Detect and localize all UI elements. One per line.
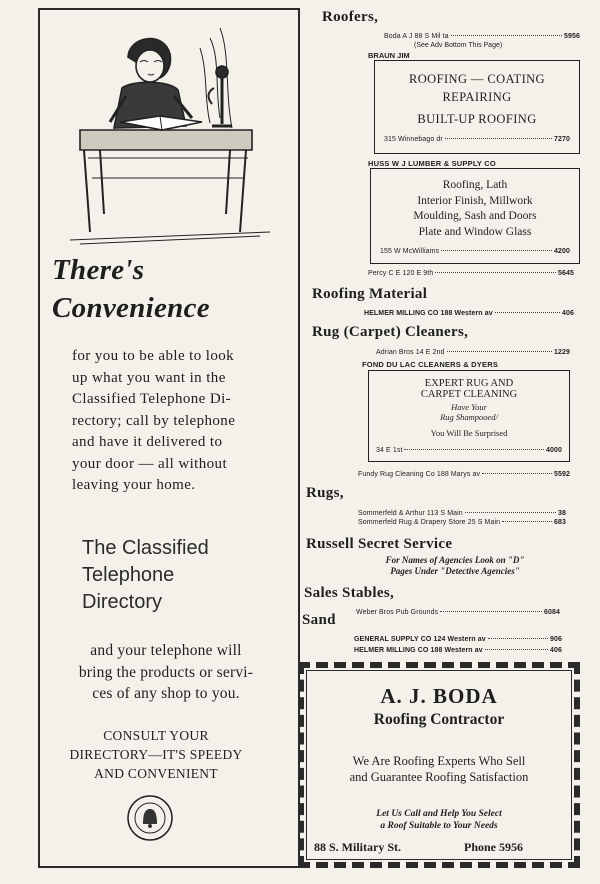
heading-rug-cleaners: Rug (Carpet) Cleaners, bbox=[312, 324, 469, 340]
dot-leader bbox=[440, 611, 542, 612]
heading-rugs: Rugs, bbox=[306, 485, 344, 501]
dot-leader bbox=[441, 250, 552, 251]
russell-note bbox=[340, 555, 570, 577]
listing-phone: 38 bbox=[558, 510, 566, 517]
heading-sales-stables: Sales Stables, bbox=[304, 585, 395, 601]
ad-body2-line: ces of any shop to you. bbox=[92, 685, 240, 702]
boda-ad-line: a Roof Suitable to Your Needs bbox=[380, 821, 498, 831]
listing-phone: 406 bbox=[550, 647, 562, 654]
fdl-line: EXPERT RUG AND bbox=[424, 378, 514, 389]
listing-note: (See Adv Bottom This Page) bbox=[414, 42, 503, 49]
dot-leader bbox=[435, 272, 556, 273]
listing-fundy bbox=[358, 471, 570, 478]
dot-leader bbox=[502, 521, 552, 522]
listing-name: 34 E 1st bbox=[376, 447, 403, 454]
cta-line: AND CONVENIENT bbox=[94, 766, 218, 781]
listing-phone: 906 bbox=[550, 636, 562, 643]
heading-sand: Sand bbox=[302, 612, 336, 628]
braun-ad-address-row bbox=[384, 136, 570, 143]
heading-russell: Russell Secret Service bbox=[306, 536, 453, 552]
huss-ad-address-row bbox=[380, 248, 570, 255]
huss-line: Interior Finish, Millwork bbox=[417, 194, 533, 207]
dot-leader bbox=[465, 512, 556, 513]
listing-phone: 406 bbox=[562, 310, 574, 317]
listing-name: Adrian Bros 14 E 2nd bbox=[376, 349, 445, 356]
ad-body-text-2 bbox=[48, 640, 284, 705]
listing-braun-jim: BRAUN JIM bbox=[368, 51, 410, 60]
listing-phone: 1229 bbox=[554, 349, 570, 356]
cta-line: DIRECTORY—IT'S SPEEDY bbox=[69, 747, 243, 762]
dot-leader bbox=[447, 351, 552, 352]
listing-name: Weber Bros Pub Grounds bbox=[356, 609, 439, 616]
boda-ad-line: We Are Roofing Experts Who Sell bbox=[352, 754, 526, 768]
listing-name: HELMER MILLING CO 188 Western av bbox=[354, 647, 483, 654]
listing-name: Fundy Rug Cleaning Co 188 Marys av bbox=[358, 471, 481, 478]
boda-ad-line: Let Us Call and Help You Select bbox=[376, 809, 502, 819]
listing-phone: 4000 bbox=[546, 447, 562, 454]
listing-phone: 5956 bbox=[564, 33, 580, 40]
ad-body-line: up what you want in the bbox=[72, 369, 226, 386]
ad-body-line: and have it delivered to bbox=[72, 434, 223, 450]
fdl-ad-sub bbox=[368, 403, 570, 422]
braun-ad-line: ROOFING — COATING bbox=[409, 72, 545, 86]
ad-heading-theres: There's bbox=[52, 254, 145, 286]
huss-line: Roofing, Lath bbox=[442, 179, 508, 191]
huss-line: Plate and Window Glass bbox=[418, 225, 532, 238]
directory-title-line: Directory bbox=[82, 591, 163, 613]
heading-roofing-material: Roofing Material bbox=[312, 286, 428, 302]
listing-sommerfeld-rug bbox=[358, 519, 566, 526]
ad-body2-line: and your telephone will bbox=[90, 642, 242, 659]
ad-body-line: your door — all without bbox=[72, 455, 228, 472]
dot-leader bbox=[404, 449, 544, 450]
dot-leader bbox=[482, 473, 552, 474]
ad-body-line: leaving your home. bbox=[72, 477, 196, 493]
dot-leader bbox=[485, 649, 548, 650]
ad-body-text bbox=[72, 346, 282, 497]
dot-leader bbox=[488, 638, 548, 639]
fdl-ad-headline bbox=[368, 378, 570, 400]
ad-heading-convenience: Convenience bbox=[52, 292, 210, 324]
fdl-line: Rug Shampooed/ bbox=[440, 411, 498, 422]
boda-ad-line: and Guarantee Roofing Satisfaction bbox=[349, 770, 529, 784]
listing-name: Sommerfeld & Arthur 113 S Main bbox=[358, 510, 463, 517]
listing-name: Percy C E 120 E 9th bbox=[368, 270, 434, 277]
fdl-line: Have Your bbox=[451, 402, 487, 412]
directory-title bbox=[70, 535, 209, 616]
woman-reading-illustration bbox=[70, 18, 290, 246]
listing-helmer-roofing bbox=[364, 310, 574, 317]
listing-phone: 5592 bbox=[554, 471, 570, 478]
huss-ad-lines bbox=[370, 178, 580, 240]
boda-ad-address: 88 S. Military St. bbox=[314, 840, 401, 854]
dot-leader bbox=[451, 35, 562, 36]
heading-roofers: Roofers, bbox=[322, 9, 379, 25]
listing-phone: 5645 bbox=[558, 270, 574, 277]
listing-name: Sommerfeld Rug & Drapery Store 25 S Main bbox=[358, 519, 501, 526]
fdl-line: CARPET CLEANING bbox=[420, 389, 518, 400]
ad-body-line: Classified Telephone Di- bbox=[72, 391, 232, 407]
ad-body-line: rectory; call by telephone bbox=[72, 412, 236, 429]
listing-phone: 4200 bbox=[554, 248, 570, 255]
listing-phone: 683 bbox=[554, 519, 566, 526]
fdl-title: FOND DU LAC CLEANERS & DYERS bbox=[362, 360, 499, 369]
huss-line: Moulding, Sash and Doors bbox=[413, 210, 537, 222]
russell-note-line: For Names of Agencies Look on "D" bbox=[385, 555, 525, 565]
listing-name: Boda A J 88 S Mil ta bbox=[384, 33, 449, 40]
braun-ad-line: BUILT-UP ROOFING bbox=[417, 112, 537, 126]
listing-name: 155 W McWilliams bbox=[380, 248, 440, 255]
braun-ad-line: REPAIRING bbox=[442, 90, 512, 104]
listing-adrian bbox=[376, 349, 570, 356]
dot-leader bbox=[495, 312, 560, 313]
listing-helmer-sand bbox=[354, 647, 562, 654]
listing-general-supply bbox=[354, 636, 562, 643]
directory-title-line: The Classified bbox=[82, 537, 209, 559]
ad-call-to-action bbox=[40, 726, 272, 783]
listing-sommerfeld-arthur bbox=[358, 510, 566, 517]
listing-name: 315 Winnebago dr bbox=[384, 136, 443, 143]
bell-system-seal-icon bbox=[126, 794, 174, 842]
directory-title-line: Telephone bbox=[82, 564, 175, 586]
boda-ad-tagline bbox=[306, 753, 572, 785]
listing-percy bbox=[368, 270, 574, 277]
fdl-line: You Will Be Surprised bbox=[430, 428, 508, 438]
ad-body-line: for you to be able to look bbox=[72, 348, 235, 364]
listing-boda bbox=[384, 33, 580, 40]
fdl-ad-address-row bbox=[376, 447, 562, 454]
dot-leader bbox=[445, 138, 552, 139]
huss-title: HUSS W J LUMBER & SUPPLY CO bbox=[368, 159, 496, 168]
listing-weber bbox=[356, 609, 560, 616]
boda-ad-name: A. J. BODA bbox=[380, 684, 498, 708]
listing-phone: 6084 bbox=[544, 609, 560, 616]
listing-name: HELMER MILLING CO 188 Western av bbox=[364, 310, 493, 317]
boda-ad-invite bbox=[306, 808, 572, 832]
listing-phone: 7270 bbox=[554, 136, 570, 143]
russell-note-line: Pages Under "Detective Agencies" bbox=[390, 566, 520, 576]
listing-name: GENERAL SUPPLY CO 124 Western av bbox=[354, 636, 486, 643]
boda-ad-phone: Phone 5956 bbox=[464, 840, 524, 854]
boda-ad-title: Roofing Contractor bbox=[373, 711, 505, 728]
ad-body2-line: bring the products or servi- bbox=[78, 663, 254, 681]
cta-line: CONSULT YOUR bbox=[103, 728, 209, 743]
